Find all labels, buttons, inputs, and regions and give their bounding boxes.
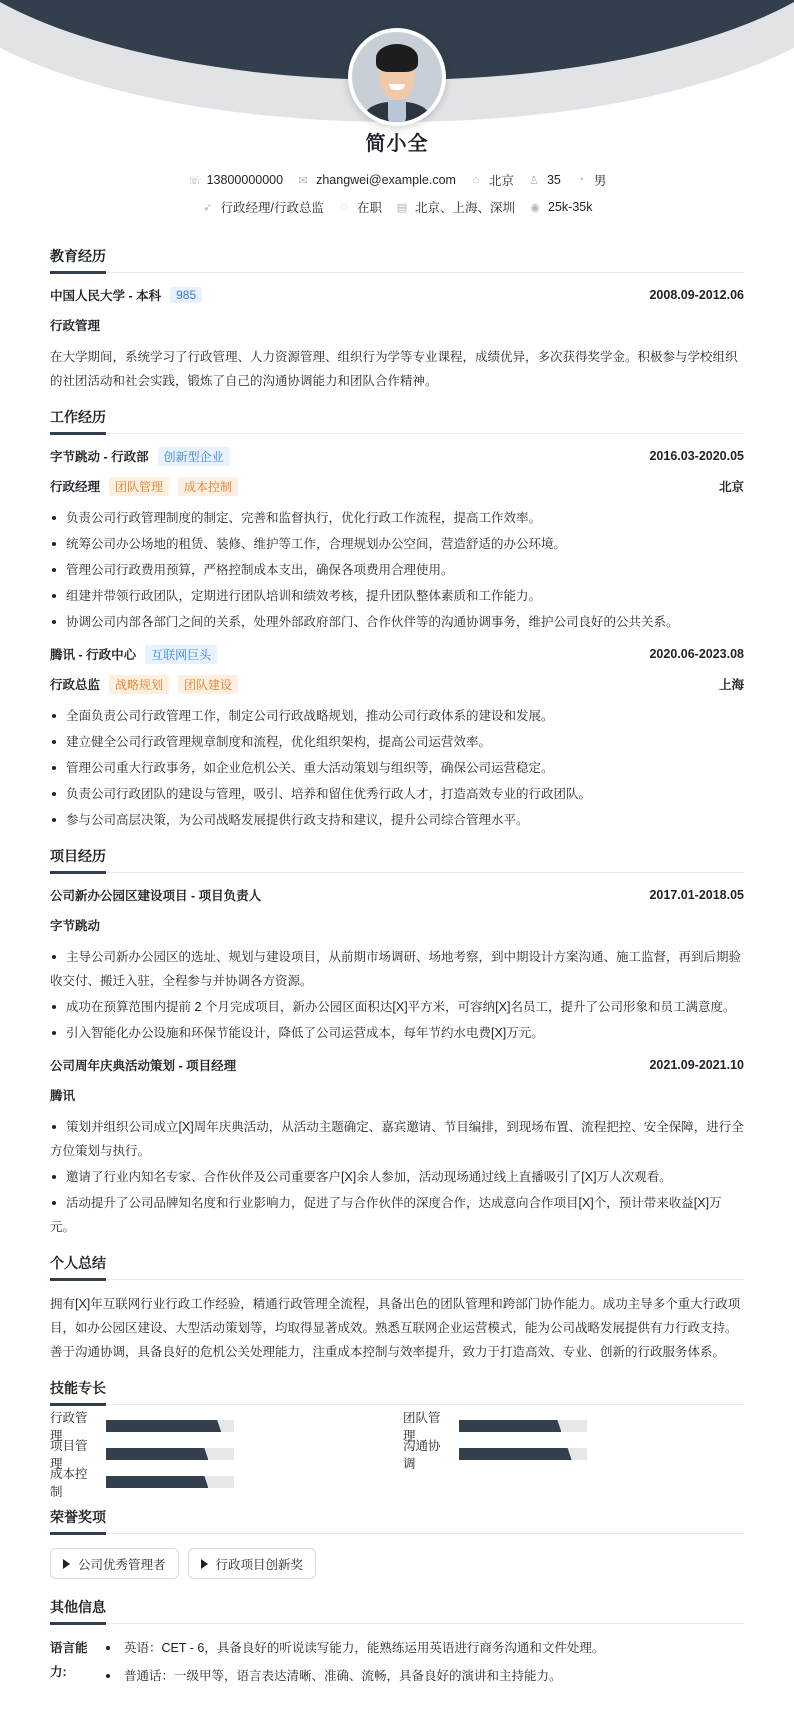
triangle-right-icon xyxy=(201,1559,208,1569)
section-title: 工作经历 xyxy=(50,407,744,434)
list-item: 组建并带领行政团队，定期进行团队培训和绩效考核，提升团队整体素质和工作能力。 xyxy=(50,584,744,608)
skill-tag: 团队管理 xyxy=(109,477,169,496)
city-value: 北京 xyxy=(488,174,514,188)
skill-bar xyxy=(459,1448,587,1460)
awards-section xyxy=(50,1507,744,1579)
avatar xyxy=(348,28,446,126)
skill-label: 成本控制 xyxy=(50,1467,88,1499)
project-date: 2017.01-2018.05 xyxy=(649,888,744,902)
skill-tag: 成本控制 xyxy=(178,477,238,496)
skill-bar-fill xyxy=(106,1420,221,1432)
company-tag: 创新型企业 xyxy=(158,447,230,466)
salary-value: 25k-35k xyxy=(548,200,593,214)
intention-salary xyxy=(529,200,592,214)
position: 行政总监 xyxy=(50,678,101,692)
candidate-name: 简小全 xyxy=(365,133,429,155)
skill-label: 沟通协调 xyxy=(403,1439,441,1471)
skill-label: 行政管理 xyxy=(50,1411,88,1443)
list-item: 主导公司新办公园区的选址、规划与建设项目，从前期市场调研、场地考察，到中期设计方案沟通、施工监督，再到后期验收交付、搬迁入驻，全程参与并协调各方资源。 xyxy=(50,945,744,993)
intention-position xyxy=(202,198,324,216)
intention-cities xyxy=(396,198,515,216)
list-item: 统筹公司办公场地的租赁、装修、维护等工作，合理规划办公空间，营造舒适的办公环境。 xyxy=(50,532,744,556)
list-item: 邀请了行业内知名专家、合作伙伴及公司重要客户[X]余人参加，活动现场通过线上直播吸引了[X]万人次观看。 xyxy=(50,1165,744,1189)
education-header xyxy=(50,285,744,305)
project-company: 腾讯 xyxy=(50,1089,76,1103)
section-title: 其他信息 xyxy=(50,1597,744,1624)
contact-age xyxy=(528,173,561,187)
contact-row xyxy=(0,171,794,189)
work-location: 上海 xyxy=(718,678,744,692)
skill-bar-fill xyxy=(106,1448,208,1460)
list-item: 负责公司行政团队的建设与管理，吸引、培养和留住优秀行政人才，打造高效专业的行政团队。 xyxy=(50,782,744,806)
work-item xyxy=(50,446,744,634)
contact-phone xyxy=(188,173,283,187)
list-item: 管理公司行政费用预算，严格控制成本支出，确保各项费用合理使用。 xyxy=(50,558,744,582)
list-item: 协调公司内部各部门之间的关系，处理外部政府部门、合作伙伴等的沟通协调事务，维护公司良好的公共关系。 xyxy=(50,610,744,634)
skill-item xyxy=(403,1411,744,1443)
award-badge xyxy=(188,1548,317,1579)
resume-header xyxy=(0,0,794,230)
education-date: 2008.09-2012.06 xyxy=(649,288,744,302)
skill-label: 团队管理 xyxy=(403,1411,441,1443)
education-section xyxy=(50,246,744,393)
section-title: 项目经历 xyxy=(50,846,744,873)
language-label: 语言能力: xyxy=(50,1641,88,1679)
skill-item xyxy=(50,1411,403,1443)
list-item: 普通话：一级甲等，语言表达清晰、准确、流畅，具备良好的演讲和主持能力。 xyxy=(102,1664,604,1688)
company-name: 字节跳动 - 行政部 xyxy=(50,450,149,464)
education-description: 在大学期间，系统学习了行政管理、人力资源管理、组织行为学等专业课程，成绩优异，多次获得奖学金。积极参与学校组织的社团活动和社会实践，锻炼了自己的沟通协调能力和团队合作精神。 xyxy=(50,350,738,388)
salary-icon: ◉ xyxy=(530,201,540,214)
status-icon: ◌ xyxy=(340,201,348,213)
project-bullets xyxy=(50,1115,744,1239)
work-position-row xyxy=(50,476,744,496)
work-position-row xyxy=(50,674,744,694)
list-item: 引入智能化办公设施和环保节能设计，降低了公司运营成本，每年节约水电费[X]万元。 xyxy=(50,1021,744,1045)
mail-icon: ✉ xyxy=(298,174,308,187)
list-item: 建立健全公司行政管理规章制度和流程，优化组织架构，提高公司运营效率。 xyxy=(50,730,744,754)
list-item: 英语：CET - 6，具备良好的听说读写能力，能熟练运用英语进行商务沟通和文件处理。 xyxy=(102,1636,604,1660)
cities-value: 北京、上海、深圳 xyxy=(415,201,516,215)
skills-grid xyxy=(50,1411,744,1499)
project-company-row xyxy=(50,1085,744,1105)
project-company-row xyxy=(50,915,744,935)
age-icon: ♙ xyxy=(529,174,539,187)
contact-city xyxy=(470,171,514,189)
project-name: 公司新办公园区建设项目 - 项目负责人 xyxy=(50,889,262,903)
work-section xyxy=(50,407,744,832)
awards-list xyxy=(50,1548,744,1579)
project-date: 2021.09-2021.10 xyxy=(649,1058,744,1072)
work-bullets xyxy=(50,704,744,832)
other-section xyxy=(50,1597,744,1692)
project-company: 字节跳动 xyxy=(50,919,101,933)
skill-tag: 战略规划 xyxy=(109,675,169,694)
list-item: 活动提升了公司品牌知名度和行业影响力，促进了与合作伙伴的深度合作，达成意向合作项目[X]个，预计带来收益[X]万元。 xyxy=(50,1191,744,1239)
resume-body xyxy=(50,246,744,1706)
project-name: 公司周年庆典活动策划 - 项目经理 xyxy=(50,1059,237,1073)
phone-value: 13800000000 xyxy=(206,173,284,187)
major: 行政管理 xyxy=(50,319,101,333)
list-item: 成功在预算范围内提前 2 个月完成项目，新办公园区面积达[X]平方米，可容纳[X]名员工，提升了公司形象和员工满意度。 xyxy=(50,995,744,1019)
school-name: 中国人民大学 - 本科 xyxy=(50,289,162,303)
project-header xyxy=(50,1055,744,1075)
skill-tag: 团队建设 xyxy=(178,675,238,694)
skill-bar-fill xyxy=(459,1420,561,1432)
company-name: 腾讯 - 行政中心 xyxy=(50,648,137,662)
work-item xyxy=(50,644,744,832)
work-bullets xyxy=(50,506,744,634)
status-value: 在职 xyxy=(356,201,382,215)
work-company-row xyxy=(50,446,744,466)
contact-email xyxy=(297,173,456,187)
skill-bar-fill xyxy=(106,1476,208,1488)
school-tag: 985 xyxy=(170,287,202,303)
project-header xyxy=(50,885,744,905)
gender-value: 男 xyxy=(593,174,607,188)
award-label: 公司优秀管理者 xyxy=(78,1557,166,1572)
language-block xyxy=(50,1636,744,1692)
work-company-row xyxy=(50,644,744,664)
project-item xyxy=(50,885,744,1045)
project-bullets xyxy=(50,945,744,1045)
position: 行政经理 xyxy=(50,480,101,494)
award-badge xyxy=(50,1548,179,1579)
skill-item xyxy=(50,1467,403,1499)
age-value: 35 xyxy=(546,173,561,187)
list-item: 全面负责公司行政管理工作，制定公司行政战略规划，推动公司行政体系的建设和发展。 xyxy=(50,704,744,728)
list-item: 管理公司重大行政事务，如企业危机公关、重大活动策划与组织等，确保公司运营稳定。 xyxy=(50,756,744,780)
skill-bar-fill xyxy=(459,1448,572,1460)
award-label: 行政项目创新奖 xyxy=(215,1557,304,1572)
email-value: zhangwei@example.com xyxy=(316,173,456,187)
projects-section xyxy=(50,846,744,1239)
building-icon: ▤ xyxy=(396,201,408,214)
language-list xyxy=(102,1636,604,1692)
skills-section xyxy=(50,1378,744,1499)
home-icon: ⌂ xyxy=(472,174,480,186)
work-date: 2020.06-2023.08 xyxy=(649,647,744,661)
section-title: 荣誉奖项 xyxy=(50,1507,744,1534)
list-item: 参与公司高层决策，为公司战略发展提供行政支持和建议，提升公司综合管理水平。 xyxy=(50,808,744,832)
skill-item xyxy=(403,1439,744,1471)
work-location: 北京 xyxy=(718,480,744,494)
skill-bar xyxy=(459,1420,587,1432)
avatar-photo xyxy=(352,32,442,122)
triangle-right-icon xyxy=(63,1559,70,1569)
contact-gender xyxy=(575,171,607,189)
skill-item xyxy=(50,1439,403,1471)
section-title: 教育经历 xyxy=(50,246,744,273)
gender-icon: ◔ xyxy=(577,174,585,186)
company-tag: 互联网巨头 xyxy=(145,645,217,664)
phone-icon: ☏ xyxy=(187,174,202,187)
project-item xyxy=(50,1055,744,1239)
work-date: 2016.03-2020.05 xyxy=(649,449,744,463)
skill-bar xyxy=(106,1448,234,1460)
position-value: 行政经理/行政总监 xyxy=(220,201,324,215)
intention-row xyxy=(0,198,794,216)
section-title: 个人总结 xyxy=(50,1253,744,1280)
skill-bar xyxy=(106,1420,234,1432)
skill-label: 项目管理 xyxy=(50,1439,88,1471)
education-major-row xyxy=(50,315,744,335)
summary-section xyxy=(50,1253,744,1364)
send-icon: ➶ xyxy=(202,201,213,214)
section-title: 技能专长 xyxy=(50,1378,744,1405)
skill-bar xyxy=(106,1476,234,1488)
summary-text: 拥有[X]年互联网行业行政工作经验，精通行政管理全流程，具备出色的团队管理和跨部门协作能力。成功主导多个重大行政项目，如办公园区建设、大型活动策划等，均取得显著成效。熟悉互联网企业运营模式，能为公司战略发展提供有力行政支持。善于沟通协调，具备良好的危机公关处理能力，注重成本控制与效率提升，致力于打造高效、专业、创新的行政服务体系。 xyxy=(50,1297,741,1359)
list-item: 负责公司行政管理制度的制定、完善和监督执行，优化行政工作流程，提高工作效率。 xyxy=(50,506,744,530)
intention-status xyxy=(338,198,382,216)
list-item: 策划并组织公司成立[X]周年庆典活动，从活动主题确定、嘉宾邀请、节目编排，到现场布置、流程把控、安全保障，进行全方位策划与执行。 xyxy=(50,1115,744,1163)
